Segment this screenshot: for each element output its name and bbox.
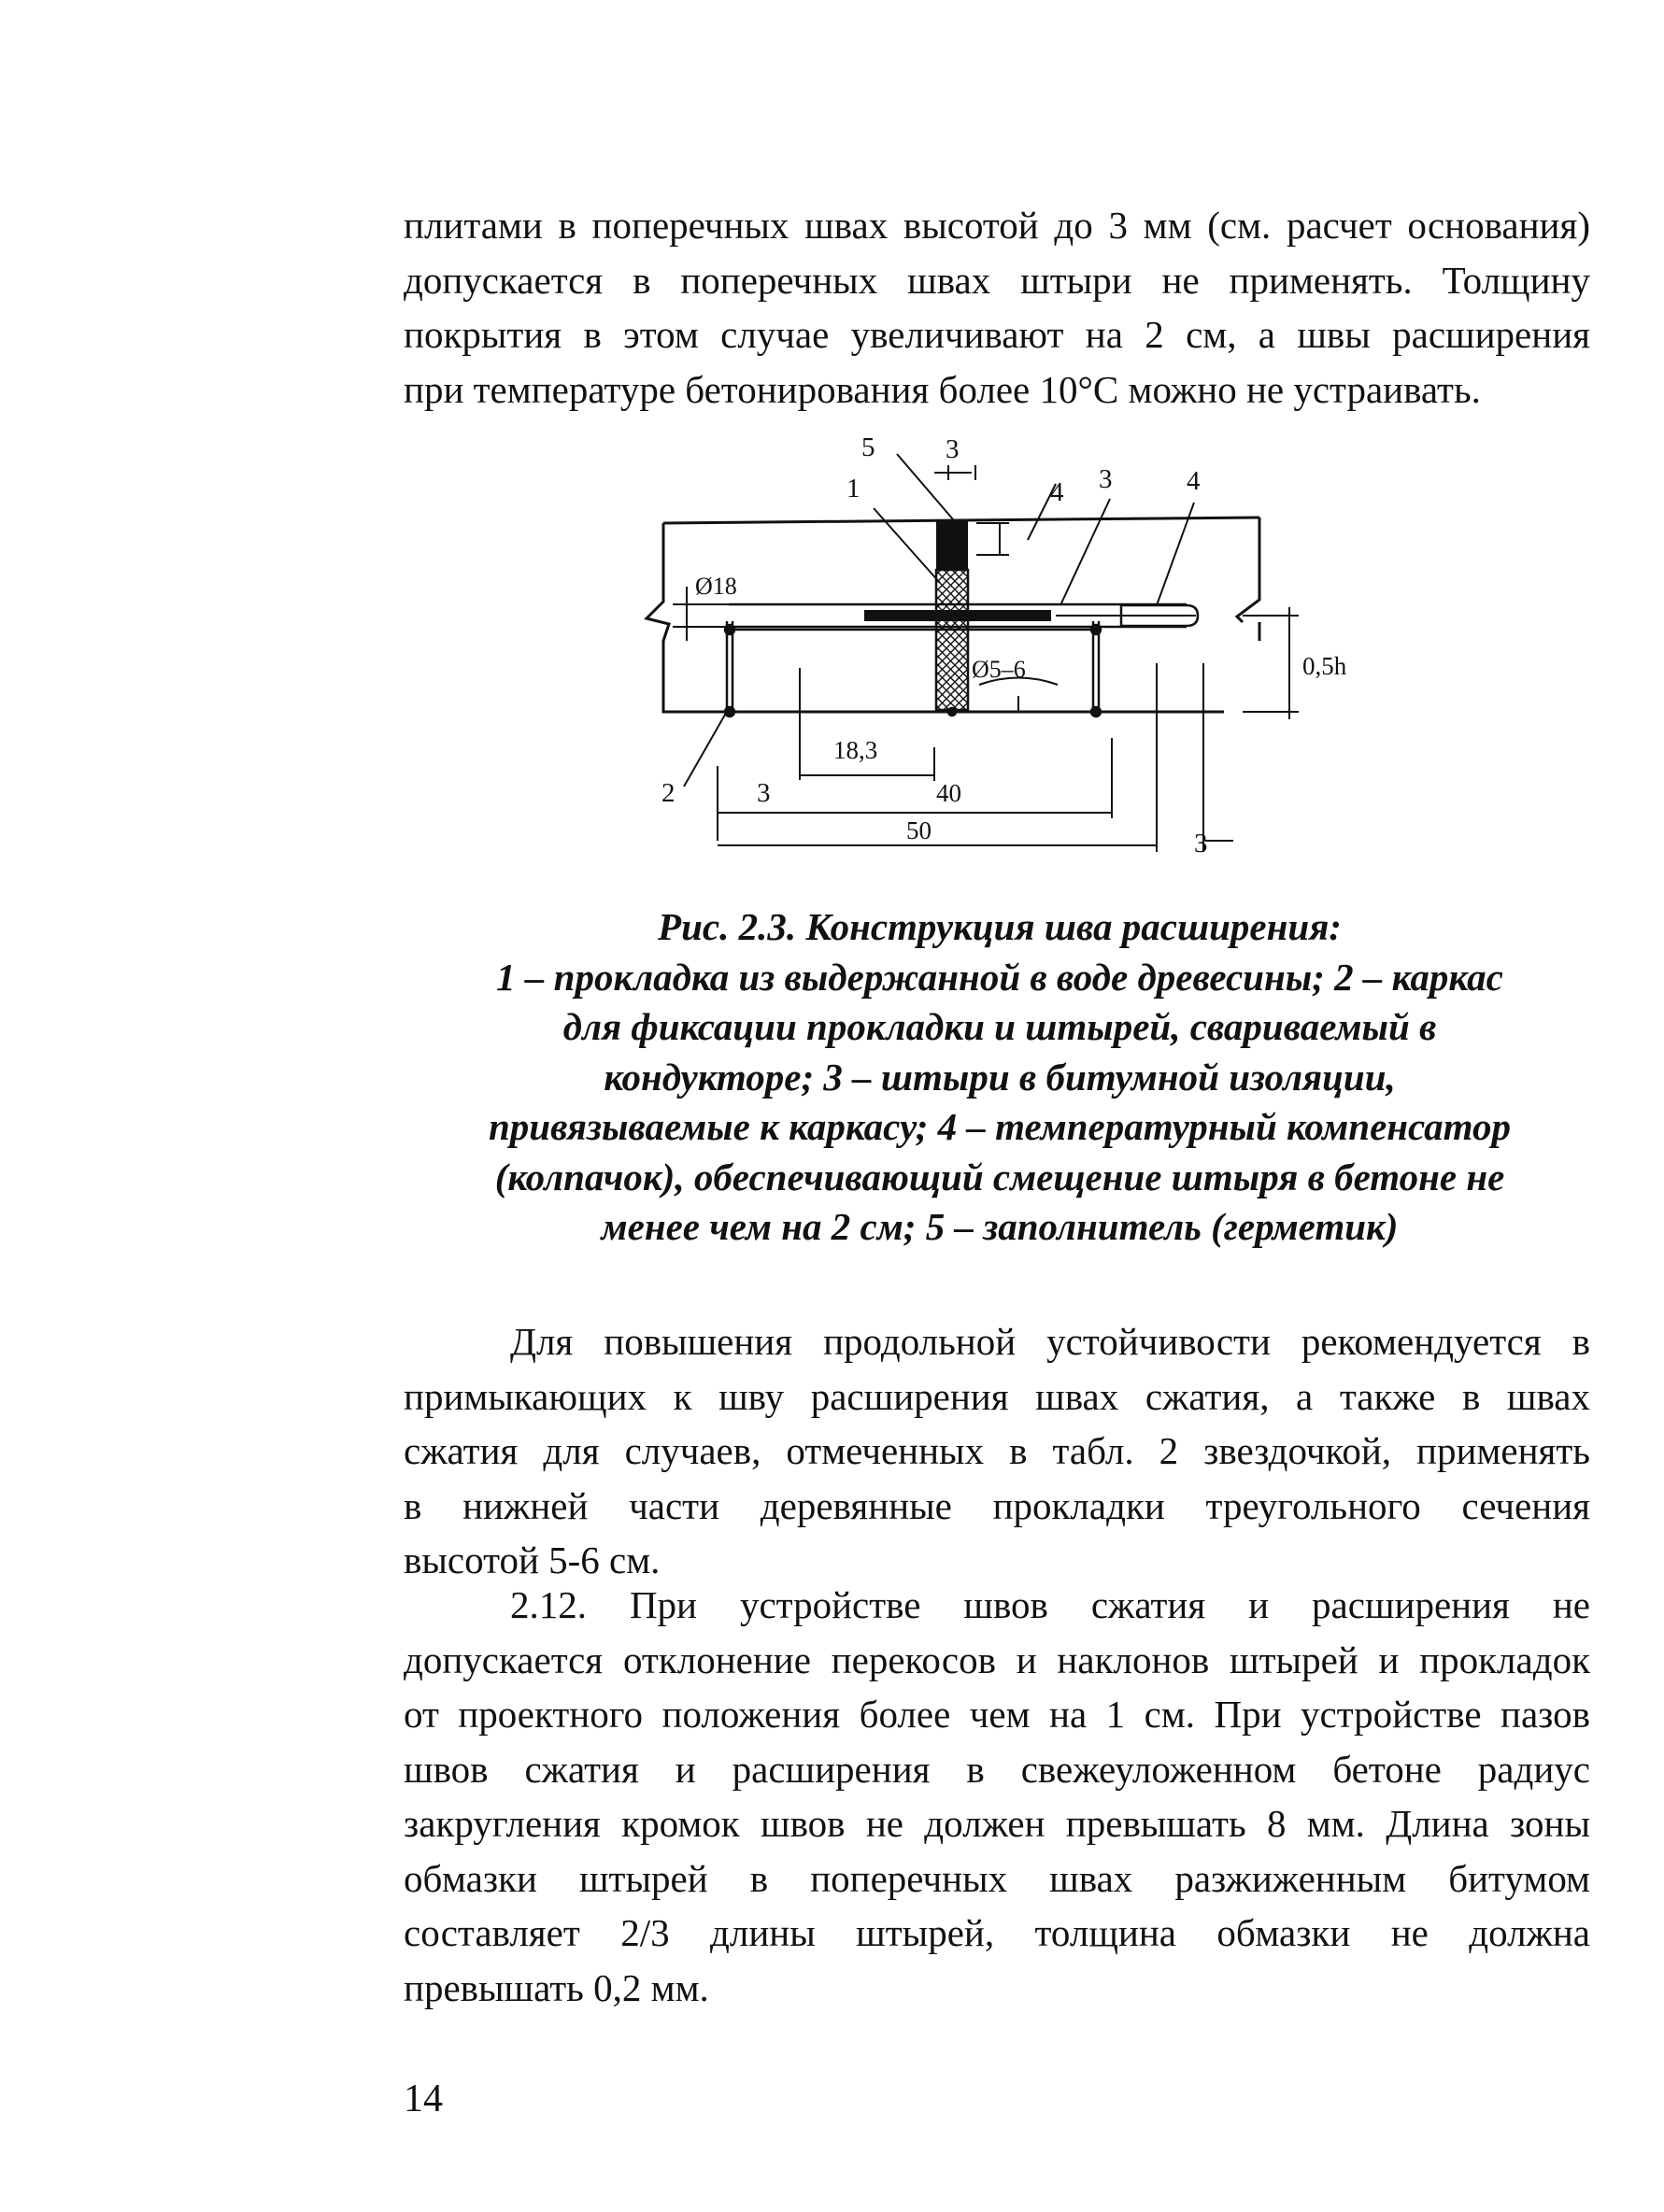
text-line: высотой 5-6 см.	[404, 1538, 661, 1581]
caption-line: (колпачок), обеспечивающий смещение штыря в бетоне не	[494, 1155, 1505, 1198]
paragraph-stability	[404, 1314, 1590, 1588]
page-number: 14	[404, 2077, 443, 2120]
label-dim-18-3: 18,3	[833, 736, 878, 764]
label-callout-3-right: 3	[1099, 464, 1113, 494]
text-line: при температуре бетонирования более 10°С можно не устраивать.	[404, 367, 1481, 411]
text-line: Для повышения продольной устойчивости рекомендуется в	[510, 1320, 1590, 1363]
label-callout-3-bottom-right: 3	[1194, 829, 1208, 858]
paragraph-clause-2-12	[404, 1578, 1590, 2015]
label-callout-5: 5	[861, 432, 875, 462]
label-frame-diameter: Ø5–6	[972, 656, 1026, 683]
label-dowel-diameter: Ø18	[695, 573, 737, 600]
label-callout-2: 2	[661, 778, 676, 808]
caption-line: Рис. 2.3. Конструкция шва расширения:	[658, 905, 1342, 948]
text-line: примыкающих к шву расширения швах сжатия, а также в швах	[404, 1374, 1590, 1418]
text-line: допускается в поперечных швах штыри не применять. Толщину	[404, 258, 1590, 302]
label-dim-50: 50	[906, 816, 932, 844]
text-line: плитами в поперечных швах высотой до 3 мм (см. расчет основания)	[404, 204, 1590, 247]
text-line: закругления кромок швов не должен превышать 8 мм. Длина зоны	[404, 1802, 1590, 1845]
label-callout-4-left: 4	[1050, 477, 1064, 507]
text-line: превышать 0,2 мм.	[404, 1965, 709, 2009]
text-line: швов сжатия и расширения в свежеуложенном бетоне радиус	[404, 1747, 1590, 1791]
text-line: покрытия в этом случае увеличивают на 2 см, а швы расширения	[404, 313, 1590, 356]
text-line: составляет 2/3 длины штырей, толщина обмазки не должна	[404, 1911, 1590, 1954]
figure-labels	[661, 432, 1347, 858]
caption-line: для фиксации прокладки и штырей, свариваемый в	[562, 1005, 1437, 1048]
text-line: от проектного положения более чем на 1 см. При устройстве пазов	[404, 1693, 1590, 1736]
paragraph-intro	[404, 198, 1590, 417]
frame	[725, 621, 1101, 716]
label-dim-40: 40	[936, 779, 961, 807]
label-callout-3-bottom-left: 3	[757, 778, 771, 808]
text-line: допускается отклонение перекосов и наклонов штырей и прокладок	[404, 1638, 1590, 1681]
text-line: в нижней части деревянные прокладки треугольного сечения	[404, 1483, 1590, 1527]
text-line: сжатия для случаев, отмеченных в табл. 2 звездочкой, применять	[404, 1429, 1590, 1472]
text-line: 2.12. При устройстве швов сжатия и расширения не	[510, 1583, 1590, 1626]
label-half-thickness: 0,5h	[1302, 652, 1347, 680]
expansion-joint-figure	[635, 430, 1420, 869]
caption-line: привязываемые к каркасу; 4 – температурный компенсатор	[488, 1105, 1512, 1148]
figure-caption	[392, 902, 1607, 1253]
caption-line: 1 – прокладка из выдержанной в воде древесины; 2 – каркас	[496, 955, 1503, 999]
label-callout-4-right: 4	[1187, 466, 1201, 496]
text-line: обмазки штырей в поперечных швах разжиженным битумом	[404, 1856, 1590, 1900]
caption-line: менее чем на 2 см; 5 – заполнитель (герметик)	[601, 1205, 1399, 1248]
label-callout-3-top: 3	[946, 434, 960, 464]
label-callout-1: 1	[846, 474, 860, 503]
caption-line: кондукторе; 3 – штыри в битумной изоляции,	[604, 1055, 1396, 1099]
